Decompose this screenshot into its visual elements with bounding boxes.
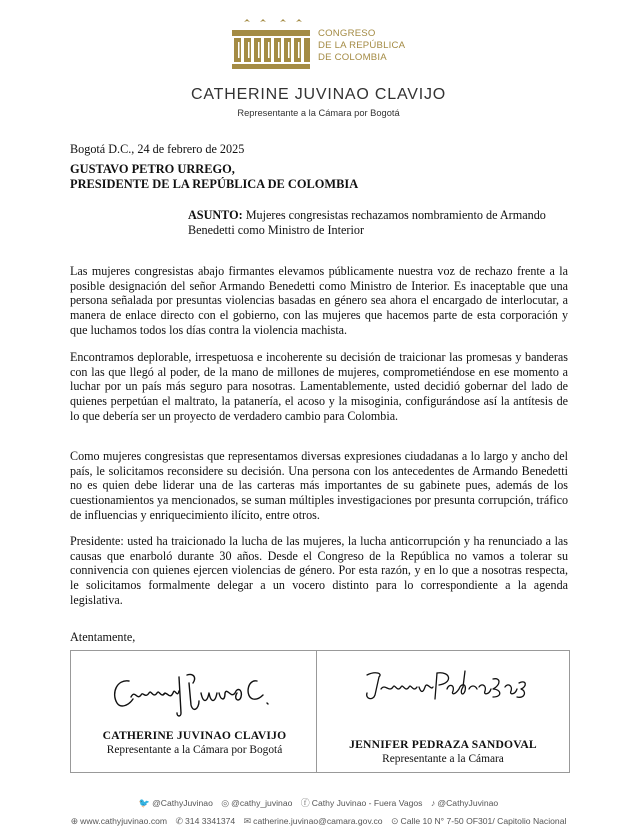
subject-line [188, 208, 568, 238]
institution-name [318, 28, 405, 64]
footer-phone[interactable]: 314 3341374 [185, 816, 236, 826]
body-paragraph: Presidente: usted ha traicionado la lucha de las mujeres, la lucha anticorrupción y ha renunciado a las causas que enarboló durante 30 años. Desde el Congreso de la República no vamos a tolerar su connivencia con quienes ejercen violencias de género. Por esta razón, y en lo que a nosotras respecta, le solicitamos formalmente delegar a un vocero distinto para lo correspondiente a la agenda legislativa. [70, 534, 568, 607]
signer-role: Representante a la Cámara por Bogotá [106, 744, 283, 756]
body-paragraph: Como mujeres congresistas que representamos diversas expresiones ciudadanas a lo largo y ancho del país, le solicitamos reconsidere su decisión. Una persona con los antecedentes de Armando Benedetti no es quien debe liderar una de las carteras más importantes de su gabinete pues, además de los cuestionamientos ya mencionados, se suman múltiples investigaciones por presunta corrupción, tráfico de influencias y enriquecimiento ilícito, entre otros. [70, 449, 568, 522]
institution-line: DE LA REPÚBLICA [318, 40, 406, 51]
institution-line: CONGRESO [318, 28, 376, 39]
footer-website[interactable]: www.cathyjuvinao.com [80, 816, 168, 826]
congress-logo [230, 18, 420, 70]
footer-tiktok[interactable]: @CathyJuvinao [437, 798, 499, 808]
signer-role: Representante a la Cámara [382, 753, 504, 765]
recipient-block [70, 162, 358, 192]
footer-contact [0, 816, 637, 827]
handwritten-signature-juvinao [107, 663, 287, 719]
web-icon: ⊕ [70, 816, 79, 826]
footer-twitter[interactable]: @CathyJuvinao [152, 798, 213, 808]
twitter-icon: 🐦 [138, 798, 151, 808]
footer-address: Calle 10 N° 7-50 OF301/ Capitolio Nacional [400, 816, 567, 826]
sender-name: CATHERINE JUVINAO CLAVIJO [191, 86, 446, 103]
capitol-logo-icon [230, 18, 312, 70]
signer-name: CATHERINE JUVINAO CLAVIJO [102, 729, 287, 742]
subject-text: Mujeres congresistas rechazamos nombramiento de Armando Benedetti como Ministro de Interior [188, 208, 546, 237]
phone-icon: ✆ [175, 816, 184, 826]
facebook-icon: ⓕ [300, 798, 310, 808]
signature-block-juvinao [70, 650, 318, 773]
closing: Atentamente, [70, 630, 136, 644]
signature-block-pedraza [316, 650, 570, 773]
footer-social [0, 796, 637, 809]
location-icon: ⊙ [390, 816, 399, 826]
recipient-title: PRESIDENTE DE LA REPÚBLICA DE COLOMBIA [70, 177, 359, 191]
sender-role: Representante a la Cámara por Bogotá [237, 108, 400, 118]
body-paragraph: Encontramos deplorable, irrespetuosa e incoherente su decisión de traicionar las promesas y banderas con las que llegó al poder, de la mano de millones de mujeres, comprometiéndose en ese momento a luchar por un país más seguro para nosotras. Lamentablemente, usted decidió gobernar del lado de quienes perpetúan el maltrato, la patanería, el acoso y la misoginia, configurándose así la antítesis de lo que debería ser un proyecto de verdadero cambio para Colombia. [70, 350, 568, 423]
footer-facebook[interactable]: Cathy Juvinao - Fuera Vagos [311, 798, 423, 808]
recipient-name: GUSTAVO PETRO URREGO, [70, 162, 235, 176]
institution-line: DE COLOMBIA [318, 52, 387, 63]
body-paragraph: Las mujeres congresistas abajo firmantes elevamos públicamente nuestra voz de rechazo frente a la posible designación del señor Armando Benedetti como Ministro de Interior. Es inaceptable que una persona señalada por presuntas violencias basadas en género sea ahora el encargado de interlocutar, a manera de enlace directo con el gobierno, con las mujeres que hacemos parte de esta corporación y que luchamos todos los días contra la violencia machista. [70, 264, 568, 337]
footer-email[interactable]: catherine.juvinao@camara.gov.co [253, 816, 383, 826]
letter-date: Bogotá D.C., 24 de febrero de 2025 [70, 142, 245, 156]
footer-instagram[interactable]: @cathy_juvinao [231, 798, 293, 808]
signer-name: JENNIFER PEDRAZA SANDOVAL [349, 738, 537, 751]
subject-label: ASUNTO: [188, 208, 243, 222]
handwritten-signature-pedraza [361, 665, 531, 707]
instagram-icon: ◎ [221, 798, 230, 808]
email-icon: ✉ [243, 816, 252, 826]
tiktok-icon: ♪ [430, 798, 436, 808]
